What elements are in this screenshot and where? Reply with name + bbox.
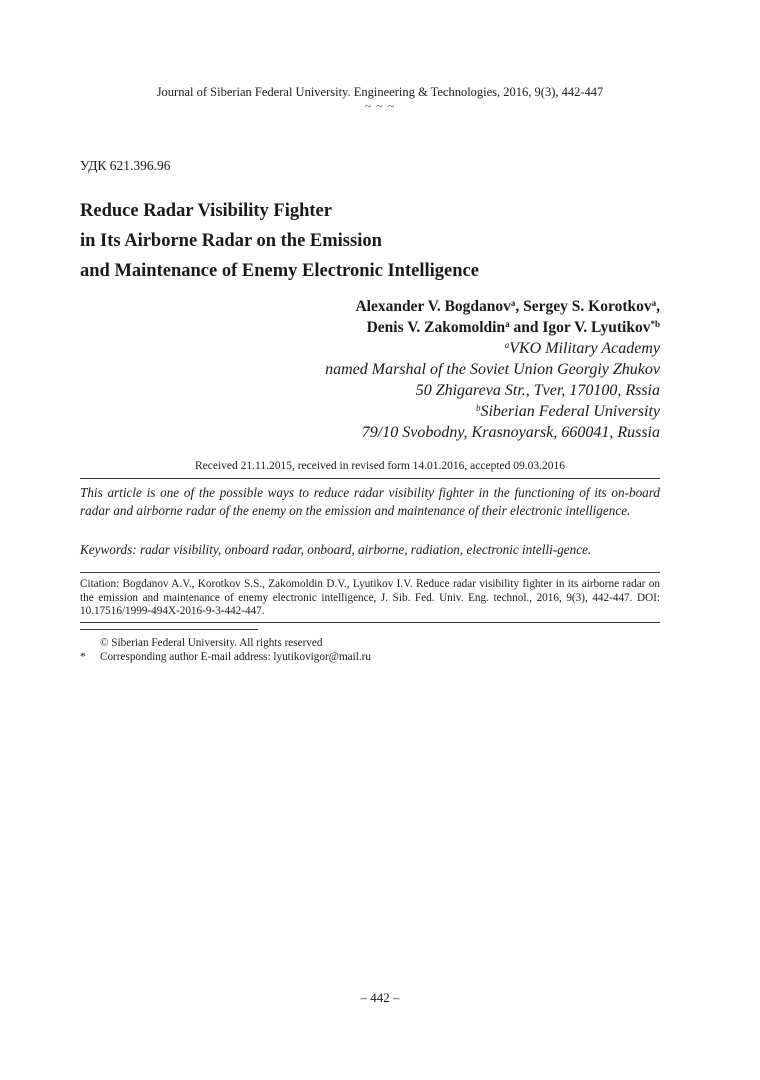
page-number: – 442 – (360, 990, 400, 1005)
affiliation-b-line-2: 79/10 Svobodny, Krasnoyarsk, 660041, Russia (361, 424, 660, 441)
author-name: Igor V. Lyutikov (542, 319, 651, 336)
footnotes (80, 636, 371, 664)
affiliation-a-line-1 (325, 338, 660, 359)
author-name: Denis V. Zakomoldin (366, 319, 506, 336)
journal-header: Journal of Siberian Federal University. Engineering & Technologies, 2016, 9(3), 442-447 (156, 85, 604, 99)
author-separator: and (509, 319, 543, 336)
author-separator: , (656, 298, 660, 315)
affiliation-text: VKO Military Academy (509, 340, 660, 357)
affiliation-a-line-2: named Marshal of the Soviet Union Georgiy Zhukov (325, 361, 660, 378)
footnote-text: © Siberian Federal University. All rights reserved (100, 637, 323, 649)
author-list (355, 296, 660, 338)
citation: Citation: Bogdanov A.V., Korotkov S.S., Zakomoldin D.V., Lyutikov I.V. Reduce radar visibility fighter in its airborne radar on the emission and maintenance of enemy electronic intelligence, J. Sib. Fed. Univ. Eng. technol., 2016, 9(3), 442-447. DOI: 10.17516/1999-494X-2016-9-3-442-447. (80, 578, 660, 617)
divider-bottom (80, 622, 660, 623)
article-title (80, 196, 680, 286)
footnote-mark (80, 636, 100, 650)
udk-code: УДК 621.396.96 (80, 158, 171, 173)
authors-line-1 (355, 296, 660, 317)
author-separator: , (515, 298, 524, 315)
divider-top (80, 478, 660, 479)
affiliation-mark: b (475, 403, 481, 413)
affiliation-b-line-1 (325, 401, 660, 422)
affiliations (325, 338, 660, 443)
author-affiliation-mark: a (505, 319, 510, 329)
footnote-divider (80, 629, 258, 630)
affiliation-a-line-3: 50 Zhigareva Str., Tver, 170100, Rssia (415, 382, 660, 399)
author-affiliation-mark: a (651, 298, 657, 308)
author-affiliation-mark: a (510, 298, 516, 308)
keywords: Keywords: radar visibility, onboard radar, onboard, airborne, radiation, electronic intelli-gence. (80, 542, 592, 557)
footnote-text: Corresponding author E-mail address: lyutikovigor@mail.ru (100, 651, 371, 663)
affiliation-mark: a (504, 340, 510, 350)
title-line-3: and Maintenance of Enemy Electronic Intelligence (80, 261, 479, 281)
header-ornament: ~ ~ ~ (364, 99, 396, 113)
footnote-mark: * (80, 651, 86, 663)
author-affiliation-mark: *b (650, 319, 660, 329)
title-line-1: Reduce Radar Visibility Fighter (80, 201, 332, 221)
author-name: Sergey S. Korotkov (523, 298, 652, 315)
received-dates: Received 21.11.2015, received in revised form 14.01.2016, accepted 09.03.2016 (194, 460, 566, 472)
affiliation-text: Siberian Federal University (480, 403, 660, 420)
title-line-2: in Its Airborne Radar on the Emission (80, 231, 382, 251)
divider-middle (80, 572, 660, 573)
footnote-corresponding (80, 650, 371, 664)
authors-line-2 (355, 317, 660, 338)
abstract: This article is one of the possible ways to reduce radar visibility fighter in the functioning of its on-board radar and airborne radar of the enemy on the emission and maintenance of their electronic intelligence. (80, 485, 660, 518)
author-name: Alexander V. Bogdanov (355, 298, 511, 315)
footnote-copyright (80, 636, 371, 650)
